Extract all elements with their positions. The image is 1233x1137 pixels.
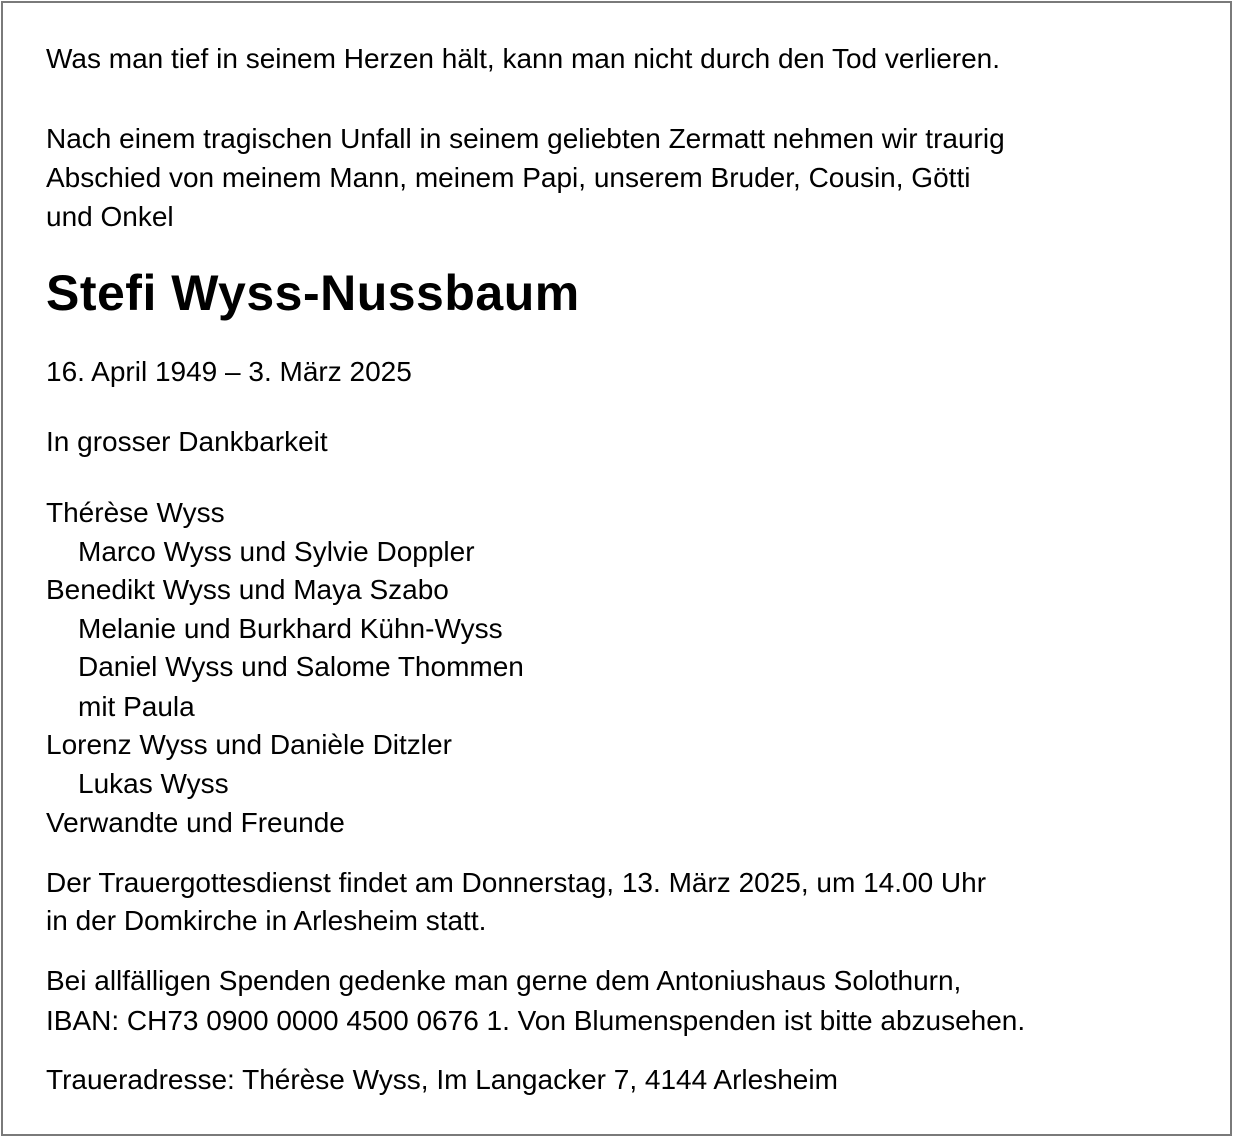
mourning-address: Traueradresse: Thérèse Wyss, Im Langacker 7, 4144 Arlesheim: [46, 1064, 838, 1095]
mourner-item: Benedikt Wyss und Maya Szabo: [46, 574, 449, 605]
mourner-item: Lukas Wyss: [78, 768, 229, 799]
mourner-item: Marco Wyss und Sylvie Doppler: [78, 536, 475, 567]
mourner-item: Verwandte und Freunde: [46, 807, 345, 838]
intro-line-3: und Onkel: [46, 201, 174, 232]
service-line-2: in der Domkirche in Arlesheim statt.: [46, 905, 487, 936]
donation-line-1: Bei allfälligen Spenden gedenke man gerne dem Antoniushaus Solothurn,: [46, 965, 962, 996]
mourner-item: Lorenz Wyss und Danièle Ditzler: [46, 729, 452, 760]
intro-line-1: Nach einem tragischen Unfall in seinem geliebten Zermatt nehmen wir traurig: [46, 123, 1005, 154]
donation-line-2: IBAN: CH73 0900 0000 4500 0676 1. Von Blumenspenden ist bitte abzusehen.: [46, 1005, 1026, 1036]
deceased-name: Stefi Wyss-Nussbaum: [46, 265, 580, 321]
intro-line-2: Abschied von meinem Mann, meinem Papi, unserem Bruder, Cousin, Götti: [46, 162, 971, 193]
mourner-item: Melanie und Burkhard Kühn-Wyss: [78, 613, 503, 644]
mourner-item: mit Paula: [78, 691, 195, 722]
life-dates: 16. April 1949 – 3. März 2025: [46, 356, 412, 387]
service-line-1: Der Trauergottesdienst findet am Donnerstag, 13. März 2025, um 14.00 Uhr: [46, 867, 987, 898]
mourner-item: Daniel Wyss und Salome Thommen: [78, 651, 524, 682]
quote: Was man tief in seinem Herzen hält, kann man nicht durch den Tod verlieren.: [46, 43, 1001, 74]
mourner-item: Thérèse Wyss: [46, 497, 225, 528]
gratitude-line: In grosser Dankbarkeit: [46, 426, 328, 457]
